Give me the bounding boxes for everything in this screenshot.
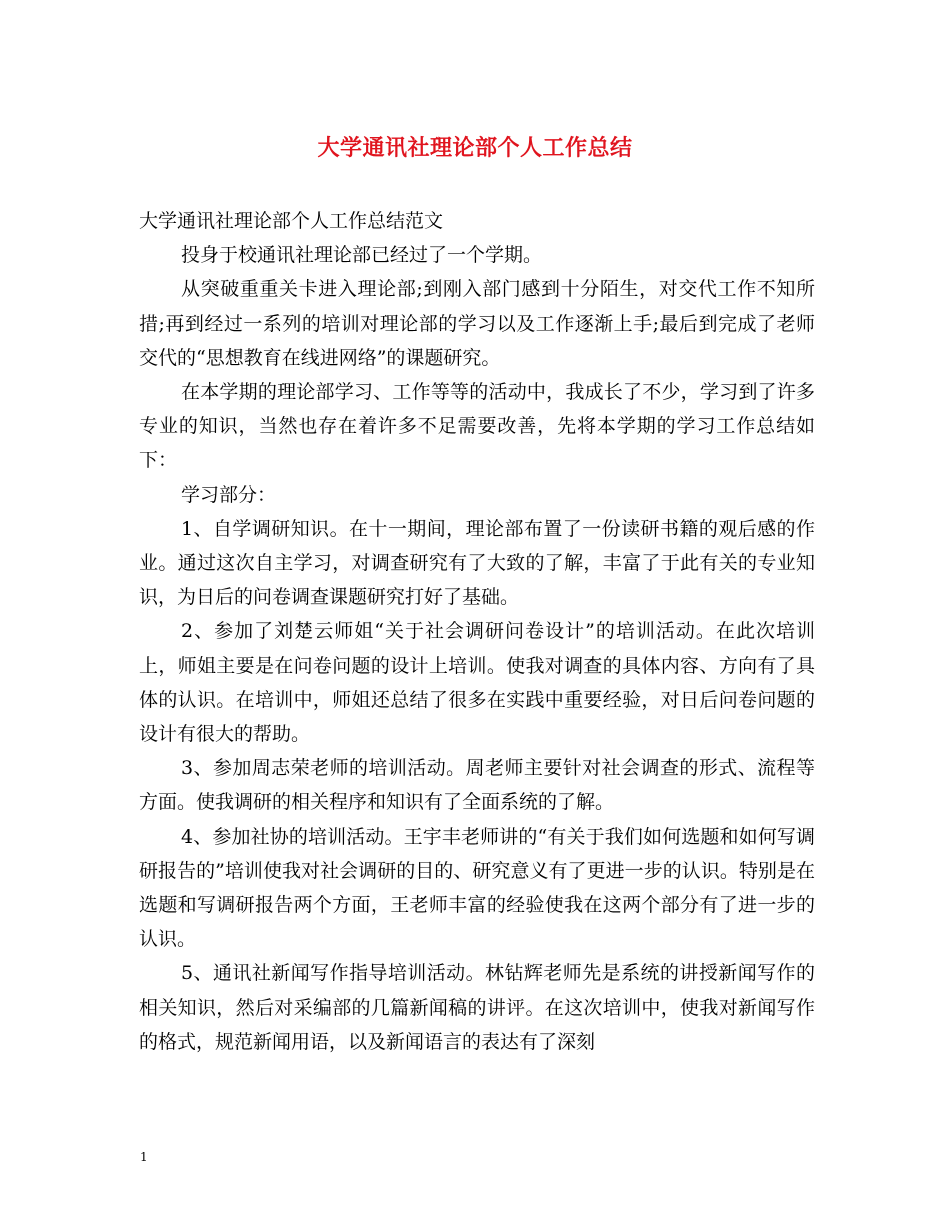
body-paragraph: 3、参加周志荣老师的培训活动。周老师主要针对社会调查的形式、流程等方面。使我调研的相关程序和知识有了全面系统的了解。	[139, 757, 815, 814]
body-paragraph: 4、参加社协的培训活动。王宇丰老师讲的“有关于我们如何选题和如何写调研报告的”培训使我对社会调研的目的、研究意义有了更进一步的认识。特别是在选题和写调研报告两个方面，王老师丰富的经验使我在这两个部分有了进一步的认识。	[139, 825, 815, 951]
subtitle-paragraph: 大学通讯社理论部个人工作总结范文	[139, 210, 444, 232]
document-body	[139, 204, 815, 1059]
document-title: 大学通讯社理论部个人工作总结	[317, 135, 633, 161]
section-heading: 学习部分：	[181, 483, 277, 506]
body-paragraph: 从突破重重关卡进入理论部;到刚入部门感到十分陌生，对交代工作不知所措;再到经过一系列的培训对理论部的学习以及工作逐渐上手;最后到完成了老师交代的“思想教育在线进网络”的课题研究。	[139, 278, 815, 369]
body-paragraph: 5、通讯社新闻写作指导培训活动。林钻辉老师先是系统的讲授新闻写作的相关知识，然后对采编部的几篇新闻稿的讲评。在这次培训中，使我对新闻写作的格式，规范新闻用语，以及新闻语言的表达有了深刻	[139, 962, 815, 1053]
body-paragraph: 1、自学调研知识。在十一期间，理论部布置了一份读研书籍的观后感的作业。通过这次自主学习，对调查研究有了大致的了解，丰富了于此有关的专业知识，为日后的问卷调查课题研究打好了基础。	[139, 517, 815, 609]
body-paragraph: 2、参加了刘楚云师姐“关于社会调研问卷设计”的培训活动。在此次培训上，师姐主要是在问卷问题的设计上培训。使我对调查的具体内容、方向有了具体的认识。在培训中，师姐还总结了很多在实践中重要经验，对日后问卷问题的设计有很大的帮助。	[139, 620, 815, 746]
body-paragraph: 在本学期的理论部学习、工作等等的活动中，我成长了不少，学习到了许多专业的知识，当然也存在着许多不足需要改善，先将本学期的学习工作总结如下：	[139, 381, 815, 472]
body-paragraph: 投身于校通讯社理论部已经过了一个学期。	[181, 244, 543, 267]
page-number: 1	[140, 1150, 148, 1164]
